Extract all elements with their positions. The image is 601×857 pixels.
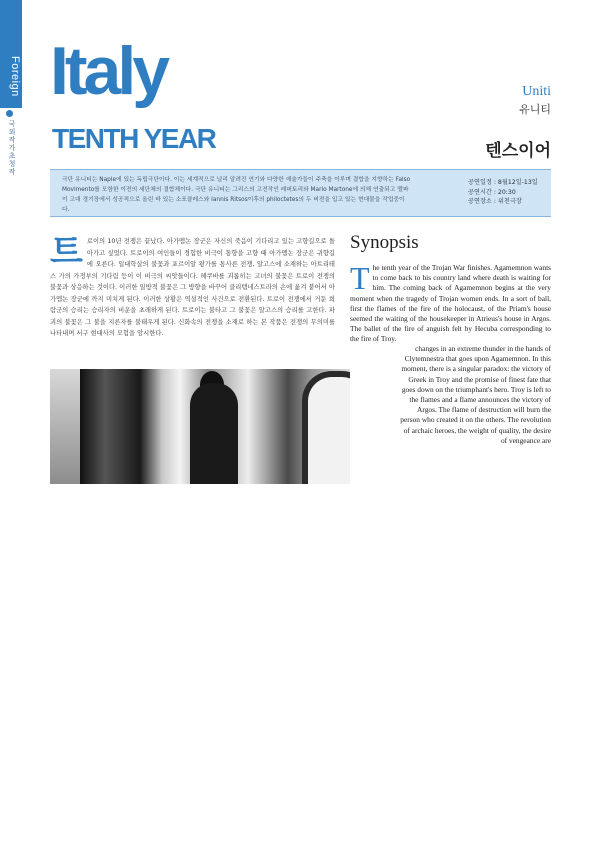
synopsis-text-top: he tenth year of the Trojan War finishes. Agamemnon wants to come back to his country land where death is waiting for him. The coming back of Agamemnon begins at the very moment when the tragedy of Trojan women ends. In a sort of ball, first the flames of the fire of the holocaust, of the Priam's house seemed the waiting of the housekeeper in Atrieus's house in Argos. The ballet of the fire of anguish felt by Hecuba corresponding to the fire of Troy. [350,263,551,344]
photo-arch-window [302,371,350,484]
company-description: 극단 유니티는 Naple에 있는 독립극단이다. 이는 세계적으로 널리 알려진 연기와 다양한 예술가들이 주축을 이루며 결합을 지향하는 Falso Movimento를 포함한 이전의 세단체의 결합체이다. 극단 유니티는 그리스의 고전작인 레퍼토리와 Mario Martone에 의해 연출되고 멜파이 고대 경기장에서 성공적으로 올린 바 있는 소포클레스와 Iannis Ritsos이후의 philoctetes의 두 버전을 입고 있는 현대물을 작업중이다. [62,177,411,213]
synopsis-drop-cap: T [350,260,370,296]
section-label: Foreign [9,56,21,97]
synopsis-paragraph-top [350,260,551,344]
photo-wall [50,369,80,484]
korean-article [50,232,335,346]
section-tab [0,0,22,108]
section-bullet-icon [6,110,13,117]
synopsis-paragraph-bottom [400,344,551,486]
korean-drop-cap: 트 [50,232,83,272]
korean-article-text: 로이의 10년 전쟁은 끝났다. 아가멤논 장군은 자신의 죽음이 기다리고 있는 고향길으로 돌아가고 싶었다. 트로이의 여인들이 경험한 비극이 통향을 고향 때 아가멤논 장군은 귀향길에 오른다. 일대학살의 불꽃과 포르이알 왕가를 통사른 전쟁, 알고스에 소재하는 아트리테스 가의 가정부의 기다림 등이 이 비극의 씨앗들이다. 헤쿠바를 괴롭히는 고녀의 불꽃은 트로이 전쟁의 불꽃과 상응하는 것이다. 이러한 일방적 불꽃은 그 방향을 바꾸어 클리템네스트라의 손에 옮겨 붙어서 아가멤논 장군에 까지 미치게 된다. 이러한 상황은 역설적인 사건으로 전환된다. 트로이 전쟁에서 거둔 희람군의 승리는 승리자의 비운을 초래하게 된다. 트로이는 불타고 그 불꽃은 알고스의 승리를 고한다. 파괴의 불꽃은 그 불을 지른자를 불태우게 된다. 신화속의 전쟁을 소재로 하는 본 작품은 전쟁의 무의미를 나타내며 서구 현대사의 모험을 암시한다. [50,238,335,337]
company-name-en: Uniti [522,84,551,99]
synopsis-text-bottom: changes in an extreme thunder in the hands of Clytemnestra that goes upon Agamemnon. In this moment, there is a singular paradox: the victory of Greek in Troy and the promise of finest fate that goes down on the triumphant's hero. Troy is left to the flames and a flame announces the victory of Argos. The flame of destruction will burn the person who created it on the others. The revolution of archaic heroes, the weight of quality, the desire of vengeance are [400,344,551,445]
company-name-ko: 유니티 [519,103,551,116]
schedule-date: 공연일정 : 8월12일-13일 [468,179,538,186]
section-sublabel: 국외작가초청작 [8,120,16,176]
schedule-venue: 공연장소 : 위천극장 [468,198,522,205]
synopsis-heading: Synopsis [350,232,419,253]
schedule-list [468,178,548,207]
page-title: Italy [50,33,167,109]
schedule-time: 공연시간 : 20:30 [468,188,516,196]
info-box [50,169,551,217]
photo-figure [190,383,238,484]
production-photo [50,369,350,484]
page-subtitle: TENTH YEAR [52,123,216,154]
title-korean: 텐스이어 [485,141,551,161]
